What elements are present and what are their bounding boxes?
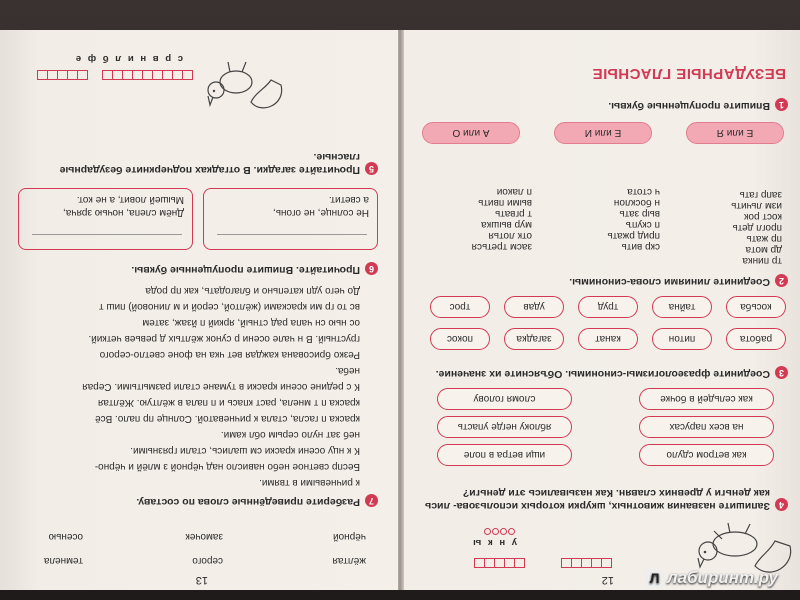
task-5 xyxy=(18,150,378,176)
phrase-pill[interactable]: яблоку негде упасть xyxy=(437,416,572,438)
riddle-box: Днём слепа, ночью зряча, Мышей ловит, а не кот. xyxy=(18,188,193,250)
phrase-pill[interactable]: как ветром сдуло xyxy=(639,444,774,466)
task-number: 5 xyxy=(365,162,378,175)
task-3 xyxy=(418,366,788,380)
phrase-pill[interactable]: на всех парусах xyxy=(639,416,774,438)
task6-paragraph: к ричневыми в твями. Беспр светное небо нависло над чёрной з млёй и чёрно- К к нцу осени краски см шались, стали грязными. неб зат нуло серым обл ками. краска п гасла, стала к ричневатой. Солнце пр пало. Всё краска п т мнела, раст кпась и п пала в жёлтую. Жёлтая К с редине осени краски в тумане стали размытыми. Серая неба. Резко брисована каждая вет чка на фоне светло-серого грустный. В н чале осени р сунок жёлтых д ревьев четкий. ос нью сн чапа рад стный, яркий п йзаж, затем вс то гр ми красками (жёлтой, серой и м линовой) пиш т До чего удп катепьно и благодать, как пр рода xyxy=(82,285,360,488)
word-pill[interactable]: косьба xyxy=(726,296,786,318)
riddle-box: Не солнце, не огонь, а светит. xyxy=(203,188,378,250)
task-text: Впишите пропущенные буквы. xyxy=(608,100,770,112)
word-pill[interactable]: покос xyxy=(430,328,490,350)
header-pill: Е или Я xyxy=(686,122,784,144)
task-7 xyxy=(18,494,378,508)
task-number: 4 xyxy=(775,498,788,511)
word-pill[interactable]: удав xyxy=(504,296,564,318)
task-text: Соедините линиями слова-синонимы. xyxy=(569,276,770,288)
page-13 xyxy=(0,30,398,590)
phrase-pill[interactable]: как сельдей в бочке xyxy=(639,388,774,410)
task-text: Разберите приведённые слова по составу. xyxy=(136,496,360,508)
phrase-pill[interactable]: ищи ветра в поле xyxy=(437,444,572,466)
word-pill[interactable]: питон xyxy=(652,328,712,350)
column-2: скр вить прид ржать п скупъ выр зать н босклон ч стота xyxy=(607,186,660,252)
task-number: 7 xyxy=(365,494,378,507)
word-pill[interactable]: загадка xyxy=(504,328,564,350)
letter-hint: у н к ы xyxy=(471,537,517,548)
header-pill: Е или И xyxy=(554,122,652,144)
header-pill: А или О xyxy=(422,122,520,144)
labirint-logo-icon: Л xyxy=(645,569,664,588)
task-number: 1 xyxy=(775,98,788,111)
word-pill[interactable]: работа xyxy=(726,328,786,350)
task-text: Запишите названия животных, шкурки которых использова- лись как деньги у древних славян. Как назывались эти деньги? xyxy=(424,486,770,512)
task-number: 3 xyxy=(775,366,788,379)
answer-boxes xyxy=(475,558,525,568)
task-4 xyxy=(418,486,788,512)
word-pill[interactable]: тайна xyxy=(652,296,712,318)
task-text: Соедините фразеологизмы-синонимы. Объясните их значение. xyxy=(435,368,770,380)
task-text: Прочитайте загадки. В отгадках подчеркните безударные гласные. xyxy=(59,150,360,176)
workbook-spread xyxy=(0,30,800,590)
phrase-pill[interactable]: сломя голову xyxy=(437,388,572,410)
word-pill[interactable]: трос xyxy=(430,296,490,318)
word-pill[interactable]: труд xyxy=(578,296,638,318)
task-number: 6 xyxy=(365,262,378,275)
watermark xyxy=(645,568,778,588)
circle-boxes xyxy=(484,528,515,535)
word-pill[interactable]: канат xyxy=(578,328,638,350)
page-number: 12 xyxy=(601,574,614,586)
answer-line[interactable] xyxy=(32,234,182,235)
letter-hint: с р в н и л б ф е xyxy=(73,53,183,64)
task-6 xyxy=(18,262,378,276)
column-1: тр пинка др мота пр жать прогл деть кост рок изм льчить запр гать xyxy=(731,189,782,266)
answer-line[interactable] xyxy=(217,234,367,235)
task7-words: жёлтая серого темнела чёрной замочек осенью xyxy=(43,531,366,566)
squirrel-illustration xyxy=(196,50,286,120)
task-text: Прочитайте. Впишите пропущенные буквы. xyxy=(131,264,360,276)
column-3: засм треться отк лотья мур вышка т ргвать выми пвить п лакои xyxy=(471,186,532,252)
answer-boxes xyxy=(38,70,88,80)
page-number: 13 xyxy=(195,574,208,586)
answer-boxes xyxy=(562,558,612,568)
answer-boxes xyxy=(103,70,193,80)
task-number: 2 xyxy=(775,274,788,287)
task-2 xyxy=(418,274,788,288)
page-title: БЕЗУДАРНЫЕ ГЛАСНЫЕ xyxy=(592,65,786,82)
task-1 xyxy=(418,98,788,112)
watermark-text: лабиринт.ру xyxy=(667,568,778,587)
page-12 xyxy=(402,30,800,590)
